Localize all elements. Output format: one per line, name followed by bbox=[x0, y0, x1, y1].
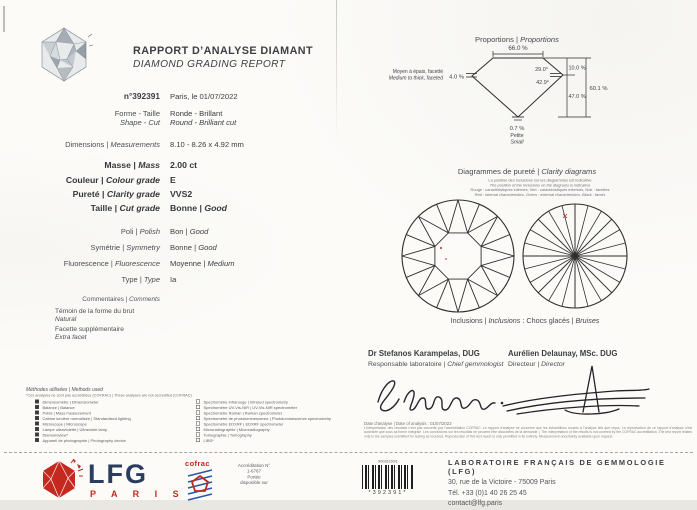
method-label: Appareil de photographie | Photography device bbox=[42, 438, 126, 443]
accreditation-block bbox=[221, 463, 287, 499]
methods-title-fr: Méthodes utilisées bbox=[26, 387, 68, 393]
separator: | bbox=[106, 140, 109, 149]
dimensions-label-fr: Dimensions bbox=[65, 140, 105, 149]
lab-address: 30, rue de la Victoire - 75009 Paris bbox=[448, 479, 556, 486]
method-label: LIBS* bbox=[203, 438, 214, 443]
comments-list bbox=[55, 308, 134, 341]
checkbox-empty-icon bbox=[196, 433, 200, 437]
method-label: Microradiographie | Microradiography bbox=[203, 427, 270, 432]
chief-gemmologist-name: Dr Stefanos Karampelas, DUG bbox=[368, 349, 480, 358]
clarity-diagrams-title bbox=[407, 167, 647, 176]
method-label: Cabine lumière normalisée | Standardised lighting bbox=[42, 416, 131, 421]
culet-desc-fr: Petite bbox=[510, 133, 524, 139]
checkbox-empty-icon bbox=[196, 438, 200, 442]
comments-label-fr: Commentaires bbox=[82, 296, 124, 303]
cut-label-en: Cut grade bbox=[119, 203, 160, 213]
type-value: Ia bbox=[170, 275, 177, 284]
colour-value: E bbox=[170, 175, 176, 185]
dimensions-value: 8.10 - 8.26 x 4.92 mm bbox=[170, 140, 244, 149]
methods-column-left bbox=[35, 400, 185, 444]
method-label: Poids | Mass measurement bbox=[42, 411, 91, 416]
comment-1-fr: Témoin de la forme du brut bbox=[55, 308, 135, 315]
scan-fold-crease bbox=[336, 0, 337, 140]
polish-value-en: Good bbox=[189, 227, 209, 236]
role-en: Chief gemmologist bbox=[447, 361, 504, 368]
clarity-note-fr: La position des inclusions sur les diagrammes est indicative bbox=[488, 178, 592, 183]
checkbox-checked-icon bbox=[35, 422, 39, 426]
diamond-photo-logo bbox=[38, 26, 94, 84]
role-en: Director bbox=[541, 361, 565, 368]
comments-label bbox=[0, 296, 160, 303]
method-item bbox=[35, 438, 185, 444]
polish-label-en: Polish bbox=[139, 227, 160, 236]
methods-title-en: Methods used bbox=[71, 387, 103, 393]
inclusions-label-fr: Inclusions bbox=[450, 316, 483, 325]
barcode-number-text: 90031160/1 bbox=[378, 459, 398, 464]
lfg-logo-text: LFG bbox=[88, 459, 148, 489]
total-depth-percent: 60.1 % bbox=[589, 86, 608, 92]
clarity-label-fr: Pureté bbox=[72, 189, 100, 199]
proportions-diagram bbox=[370, 30, 615, 152]
shape-label-en: Shape - Cut bbox=[119, 118, 160, 127]
separator: | bbox=[114, 203, 118, 213]
method-label: Spectromètre infrarouge | Infrared spectrometry bbox=[203, 400, 288, 405]
methods-title bbox=[26, 387, 356, 393]
signature-block-left bbox=[368, 349, 504, 368]
method-label: Spectromètre EDXRF | EDXRF spectrometer bbox=[203, 422, 284, 427]
inclusion-mark bbox=[445, 258, 447, 260]
girdle-percent: 4.0 % bbox=[449, 74, 464, 81]
report-title-fr: RAPPORT D’ANALYSE DIAMANT bbox=[133, 45, 313, 57]
comment-2-en: Extra facet bbox=[55, 333, 87, 341]
inclusions-value-fr: Chocs glacés bbox=[526, 316, 570, 325]
symmetry-value-fr: Bonne bbox=[170, 243, 192, 252]
footer-divider bbox=[4, 452, 693, 453]
culet-desc-en: Small bbox=[510, 139, 524, 146]
cut-value-en: Good bbox=[204, 203, 227, 213]
inclusions-line bbox=[390, 316, 660, 325]
girdle-desc-fr: Moyen à épais, facetté bbox=[392, 69, 443, 75]
separator: | bbox=[139, 275, 142, 284]
symmetry-label-en: Symmetry bbox=[126, 243, 160, 252]
dimensions-label-en: Measurements bbox=[110, 140, 160, 149]
report-title bbox=[133, 45, 313, 70]
comment-1-en: Natural bbox=[55, 315, 77, 323]
clarity-title-fr: Diagrammes de pureté bbox=[457, 167, 536, 176]
separator: | bbox=[537, 167, 540, 176]
checkbox-empty-icon bbox=[196, 416, 200, 420]
shape-value-en: Round - Brilliant cut bbox=[170, 118, 237, 127]
role-fr: Directeur bbox=[508, 361, 536, 368]
accreditation-line: Accréditation N° bbox=[237, 463, 271, 468]
report-title-en: DIAMOND GRADING REPORT bbox=[133, 59, 286, 70]
comment-item bbox=[55, 326, 134, 341]
mass-label-en: Mass bbox=[138, 160, 160, 170]
accreditation-line: Portée bbox=[247, 474, 261, 480]
lab-name: LABORATOIRE FRANÇAIS DE GEMMOLOGIE (LFG) bbox=[448, 458, 666, 476]
method-label: Dimensomètre | Dimensiometer bbox=[42, 400, 99, 405]
clarity-value: VVS2 bbox=[170, 189, 193, 199]
clarity-legend-en: Red : internal characteristics, Green : external characteristics, Black : facets bbox=[474, 192, 606, 197]
clarity-diagram-crown-view bbox=[397, 195, 519, 317]
cut-label-fr: Taille bbox=[90, 203, 113, 213]
checkbox-checked-icon bbox=[35, 433, 39, 437]
pavilion-depth-percent: 47.0 % bbox=[568, 94, 586, 100]
separator: | bbox=[133, 160, 136, 170]
accreditation-line: disponible sur bbox=[240, 480, 268, 486]
mass-value: 2.00 ct bbox=[170, 160, 198, 170]
inclusion-mark bbox=[440, 247, 442, 249]
clarity-note-en: The position of the inclusions on the diagrams is indicative bbox=[489, 182, 591, 188]
separator: | bbox=[68, 387, 71, 393]
checkbox-checked-icon bbox=[35, 438, 39, 442]
symmetry-label-fr: Symétrie bbox=[90, 243, 121, 252]
comments-label-en: Comments bbox=[129, 296, 160, 303]
proportions-title-en: Proportions bbox=[520, 35, 559, 44]
lfg-logo-gem-icon bbox=[38, 458, 84, 500]
symmetry-value-en: Good bbox=[198, 243, 217, 252]
checkbox-checked-icon bbox=[35, 400, 39, 404]
legal-fine-print bbox=[364, 421, 692, 451]
separator: | bbox=[443, 361, 446, 368]
checkbox-empty-icon bbox=[196, 411, 200, 415]
fluorescence-label-en: Fluorescence bbox=[114, 259, 160, 268]
director-name: Aurélien Delaunay, MSc. DUG bbox=[508, 349, 618, 358]
barcode-caption: *392391* bbox=[368, 490, 408, 496]
separator: | bbox=[110, 259, 113, 268]
separator: | bbox=[135, 227, 138, 236]
culet-percent: 0.7 % bbox=[509, 126, 525, 132]
scan-edge-artifact bbox=[3, 6, 5, 32]
inclusions-value-en: Bruises bbox=[575, 316, 600, 325]
lab-email: contact@lfg.paris bbox=[448, 500, 503, 508]
method-item bbox=[196, 438, 351, 444]
checkbox-checked-icon bbox=[35, 416, 39, 420]
colour-label-en: Colour grade bbox=[105, 175, 160, 185]
mass-label-fr: Masse bbox=[104, 160, 131, 170]
methods-column-right bbox=[196, 400, 351, 444]
crown-angle: 29.0° bbox=[535, 67, 548, 73]
methods-used-section bbox=[26, 387, 356, 453]
checkbox-checked-icon bbox=[35, 427, 39, 431]
disclaimer-text: L’interprétation des résultats n’est pas couverte par l’accréditation COFRAC. Le rapport d’analyse ne concerne que les échantillons soumis à l’analyse tels que reçus. La reproduction de ce rapport d’analyse n’est autorisée que sous sa forme intégrale. Les conclusions sur les résultats ne peuvent être dissociées de la demande. | The interpretation of the results is not covered by the COFRAC accreditation. The test report relates only to the samples submitted for testing as received. Reproduction of this test report is only permitted in its entirety. Measurement uncertainty available upon request. bbox=[364, 426, 692, 439]
lfg-logo-paris: P A R I S bbox=[90, 489, 186, 499]
report-number: n°392391 bbox=[123, 91, 160, 101]
checkbox-empty-icon bbox=[196, 427, 200, 431]
method-label: Balance | Balance bbox=[42, 405, 75, 410]
separator: | bbox=[203, 259, 206, 268]
method-label: Diamondview* bbox=[42, 433, 69, 438]
director-signature bbox=[495, 360, 655, 420]
method-label: Tomographie | Tomography bbox=[203, 433, 252, 438]
separator: | bbox=[516, 35, 518, 44]
checkbox-empty-icon bbox=[196, 405, 200, 409]
crown-height-percent: 10.0 % bbox=[568, 65, 586, 72]
shape-label-fr: Forme - Taille bbox=[114, 109, 160, 118]
separator: | bbox=[101, 175, 104, 185]
method-label: Spectromètre Raman | Raman spectrometer bbox=[203, 411, 283, 416]
separator: | bbox=[199, 203, 202, 213]
comment-item bbox=[55, 308, 134, 323]
colour-label-fr: Couleur bbox=[65, 175, 99, 185]
separator: | bbox=[194, 243, 197, 252]
separator: | bbox=[125, 296, 128, 303]
separator: | bbox=[571, 316, 574, 325]
cofrac-logo-emblem bbox=[186, 468, 214, 500]
cofrac-logo-text: cofrac bbox=[185, 459, 210, 468]
method-label: Spectromètre de photoluminescence | Photoluminescence spectrometry bbox=[203, 416, 332, 421]
method-label: Spectromètre UV-Vis-NIR | UV-Vis-NIR spectrometer bbox=[203, 405, 298, 410]
comment-2-fr: Facette supplémentaire bbox=[55, 326, 124, 334]
checkbox-checked-icon bbox=[35, 411, 39, 415]
checkbox-empty-icon bbox=[196, 422, 200, 426]
methods-note: *Ces analyses ne sont pas accréditées (COFRAC) | These analyses are not accredited (COFRAC) bbox=[26, 393, 192, 398]
barcode-number bbox=[360, 459, 416, 464]
pavilion-angle: 42.9° bbox=[536, 80, 549, 86]
report-date-place: Paris, le 01/07/2022 bbox=[170, 92, 238, 101]
colon: : bbox=[522, 316, 525, 325]
lab-phone: Tél. +33 (0)1 40 26 25 45 bbox=[448, 489, 527, 497]
accreditation-number: 1-6767 bbox=[246, 468, 262, 474]
fluorescence-value-fr: Moyenne bbox=[170, 259, 202, 268]
shape-value-fr: Ronde - Brillant bbox=[170, 109, 223, 118]
separator: | bbox=[122, 243, 125, 252]
proportions-title-fr: Proportions bbox=[475, 35, 514, 44]
clarity-label-en: Clarity grade bbox=[106, 189, 160, 199]
polish-value-fr: Bon bbox=[170, 227, 184, 236]
inclusions-label-en: Inclusions bbox=[488, 316, 521, 325]
checkbox-checked-icon bbox=[35, 405, 39, 409]
role-fr: Responsable laboratoire bbox=[368, 361, 442, 368]
method-label: Lampe ultraviolette | Ultraviolet lamp bbox=[42, 427, 108, 432]
type-label-fr: Type bbox=[121, 275, 138, 284]
clarity-diagram-pavilion-view bbox=[519, 200, 631, 312]
chief-gemmologist-role bbox=[368, 361, 504, 368]
analysis-date-line: Date d’analyse | Date of analysis : 01/07/2022 bbox=[364, 421, 452, 426]
fluorescence-value-en: Medium bbox=[207, 259, 235, 268]
girdle-desc-en: Medium to thick, faceted bbox=[388, 75, 443, 82]
type-label-en: Type bbox=[143, 275, 160, 284]
table-percent: 66.0 % bbox=[508, 45, 528, 52]
method-label: Microscope | Microscope bbox=[42, 422, 87, 427]
polish-label-fr: Poli bbox=[120, 227, 134, 236]
clarity-legend-fr: Rouge : caractéristiques internes, Vert : caractéristiques externes, Noir : facettes bbox=[470, 187, 610, 193]
separator: | bbox=[185, 227, 188, 236]
separator: | bbox=[484, 316, 487, 325]
separator: | bbox=[537, 361, 540, 368]
clarity-title-en: Clarity diagrams bbox=[541, 167, 597, 176]
cut-value-fr: Bonne bbox=[170, 203, 198, 213]
barcode bbox=[362, 465, 414, 489]
fluorescence-label-fr: Fluorescence bbox=[63, 259, 109, 268]
lab-contact-block bbox=[448, 458, 697, 510]
separator: | bbox=[102, 189, 105, 199]
checkbox-empty-icon bbox=[196, 400, 200, 404]
